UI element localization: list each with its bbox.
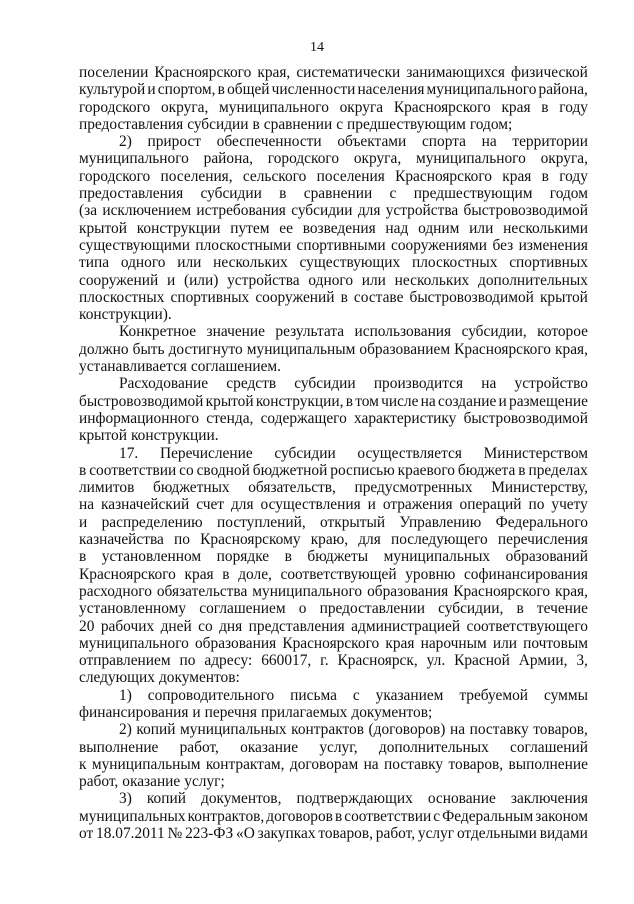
text-line: следующих документов:: [79, 669, 240, 687]
text-line: 17. Перечисление субсидии осуществляется Министерством: [119, 444, 588, 462]
text-line: должно быть достигнуто муниципальным образованием Красноярского края,: [79, 340, 588, 358]
text-line: культурой и спортом, в общей численности населения муниципального района,: [79, 81, 588, 99]
text-line: муниципального района, городского округа, муниципального округа,: [79, 150, 588, 168]
text-line: 20 рабочих дней со дня представления администрацией соответствующего: [79, 617, 588, 635]
text-line: типа одного или нескольких существующих плоскостных спортивных: [79, 254, 588, 272]
text-line: работ, оказание услуг;: [79, 773, 225, 791]
text-line: от 18.07.2011 № 223-ФЗ «О закупках товаров, работ, услуг отдельными видами: [79, 825, 588, 843]
text-line: конструкции).: [79, 306, 172, 324]
text-line: установленному соглашением о предоставлении субсидии, в течение: [79, 600, 588, 618]
text-line: к муниципальным контрактам, договорам на поставку товаров, выполнение: [79, 755, 588, 773]
text-line: предоставления субсидии в сравнении с предшествующим годом: [79, 185, 588, 203]
text-line: отправлением по адресу: 660017, г. Красноярск, ул. Красной Армии, 3,: [79, 652, 588, 670]
text-line: расходного обязательства муниципального образования Красноярского края,: [79, 582, 588, 600]
text-line: 2) копий муниципальных контрактов (договоров) на поставку товаров,: [119, 721, 588, 739]
text-line: городского поселения, сельского поселения Красноярского края в году: [79, 167, 588, 185]
text-line: предоставления субсидии в сравнении с предшествующим годом;: [79, 115, 513, 133]
text-line: муниципального образования Красноярского края нарочным или почтовым: [79, 634, 588, 652]
document-body: [79, 64, 588, 842]
text-line: Красноярского края в доле, соответствующей уровню софинансирования: [79, 565, 588, 583]
text-line: выполнение работ, оказание услуг, дополнительных соглашений: [79, 738, 588, 756]
text-line: Конкретное значение результата использования субсидии, которое: [119, 323, 588, 341]
text-line: на казначейский счет для осуществления и отражения операций по учету: [79, 496, 588, 514]
text-line: городского округа, муниципального округа Красноярского края в году: [79, 98, 588, 116]
text-line: (за исключением истребования субсидии для устройства быстровозводимой: [79, 202, 588, 220]
text-line: устанавливается соглашением.: [79, 358, 282, 376]
text-line: 2) прирост обеспеченности объектами спорта на территории: [119, 133, 588, 151]
text-line: финансирования и перечня прилагаемых документов;: [79, 703, 433, 721]
text-line: и распределению поступлений, открытый Управлению Федерального: [79, 513, 588, 531]
text-line: в установленном порядке в бюджеты муниципальных образований: [79, 548, 588, 566]
text-line: казначейства по Красноярскому краю, для последующего перечисления: [79, 531, 588, 549]
text-line: сооружений и (или) устройства одного или нескольких дополнительных: [79, 271, 588, 289]
text-line: в соответствии со сводной бюджетной росписью краевого бюджета в пределах: [79, 461, 588, 479]
text-line: крытой конструкции путем ее возведения над одним или несколькими: [79, 219, 588, 237]
text-line: поселении Красноярского края, систематически занимающихся физической: [79, 64, 588, 81]
text-line: быстровозводимой крытой конструкции, в том числе на создание и размещение: [79, 392, 588, 410]
text-line: 3) копий документов, подтверждающих основание заключения: [119, 790, 588, 808]
text-line: информационного стенда, содержащего характеристику быстровозводимой: [79, 409, 588, 427]
text-line: существующими плоскостными спортивными сооружениями без изменения: [79, 236, 588, 254]
text-line: плоскостных спортивных сооружений в составе быстровозводимой крытой: [79, 288, 588, 306]
text-line: 1) сопроводительного письма с указанием требуемой суммы: [119, 686, 588, 704]
text-line: лимитов бюджетных обязательств, предусмотренных Министерству,: [79, 479, 588, 497]
page-number: 14: [310, 40, 324, 55]
text-line: Расходование средств субсидии производится на устройство: [119, 375, 588, 393]
text-line: муниципальных контрактов, договоров в соответствии с Федеральным законом: [79, 807, 588, 825]
text-line: крытой конструкции.: [79, 427, 219, 445]
